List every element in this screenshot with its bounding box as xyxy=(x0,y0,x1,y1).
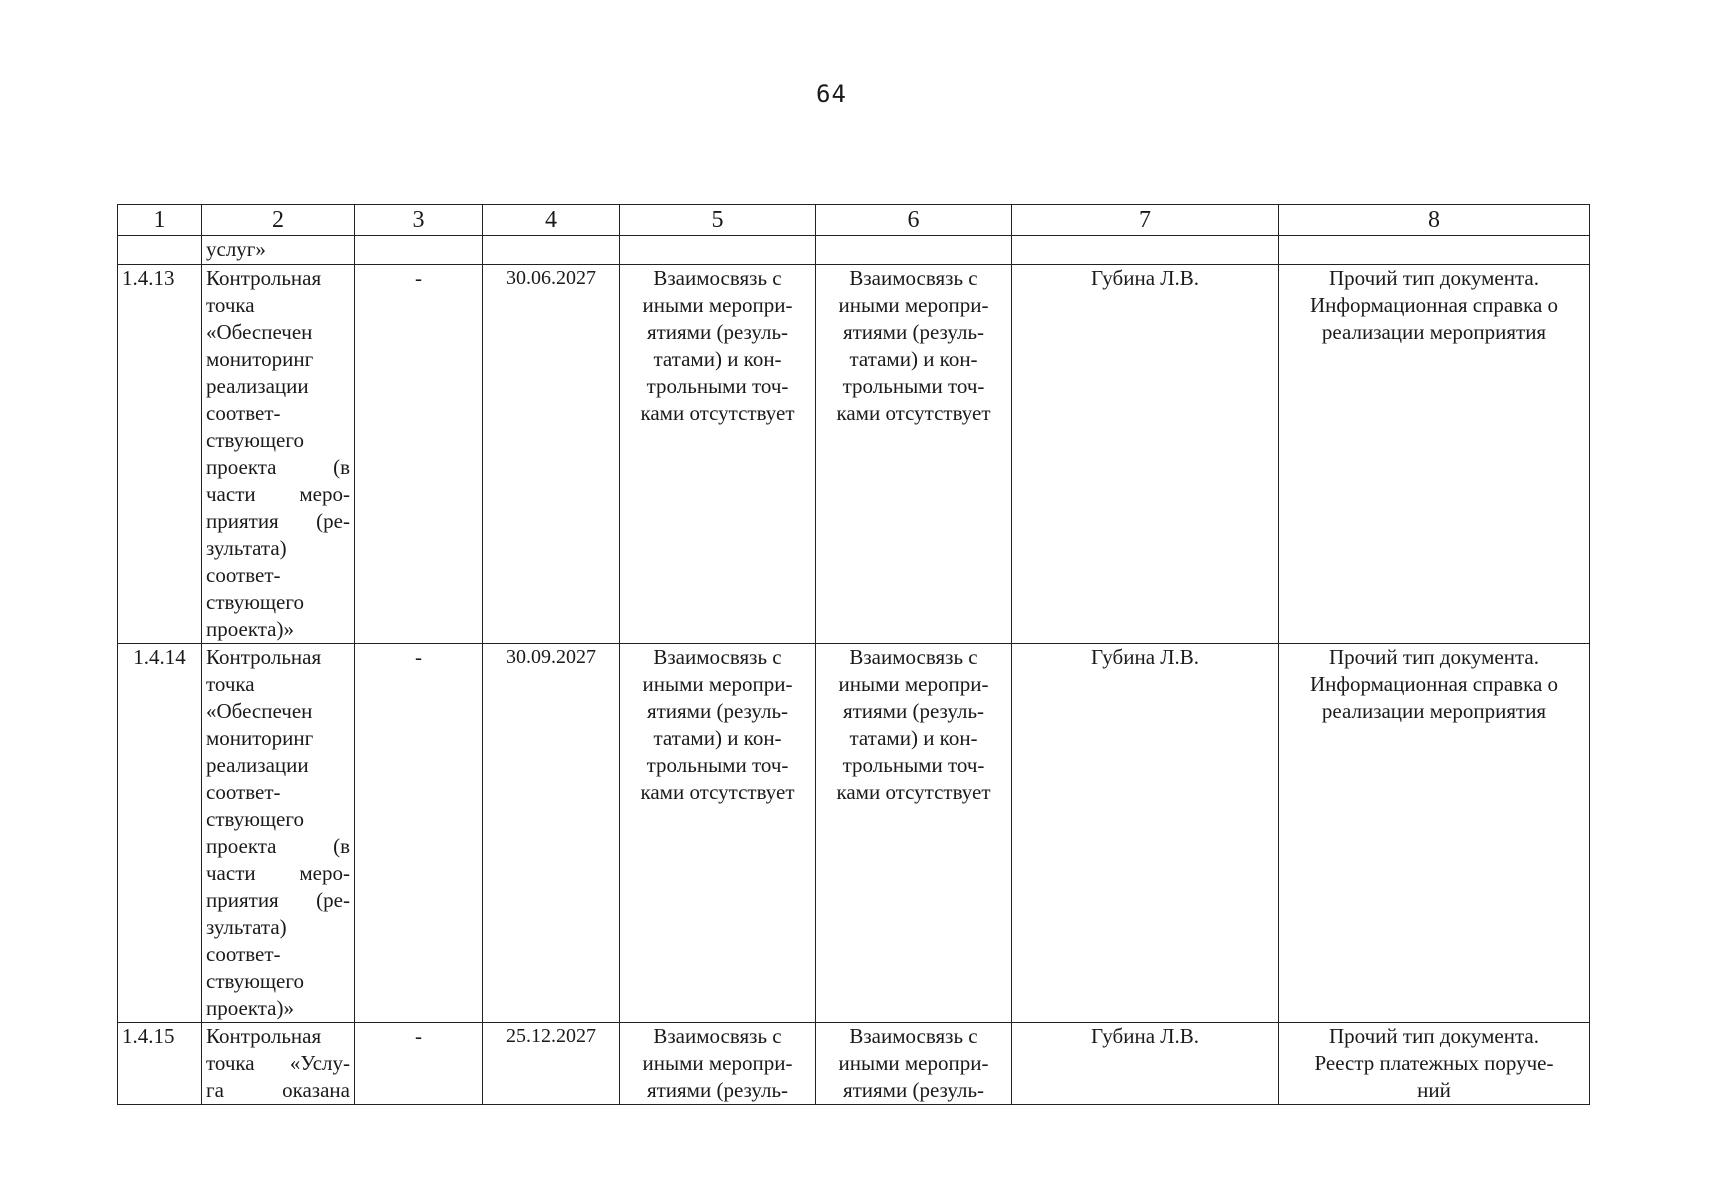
cell-name-continuation: услуг» xyxy=(202,236,355,265)
cell-empty xyxy=(1012,236,1279,265)
cell-name-line: га оказана xyxy=(206,1078,350,1102)
cell-name-line: Контрольная xyxy=(206,645,322,669)
cell-document: Прочий тип документа. Информационная справка о реализации мероприятия xyxy=(1279,644,1590,1023)
column-header: 2 xyxy=(202,205,355,236)
cell-name-line: «Обеспечен xyxy=(206,699,313,723)
cell-name-line: части меро- xyxy=(206,482,350,506)
cell-number: 1.4.15 xyxy=(118,1023,202,1105)
cell-relation-previous: Взаимосвязь с иными меропри- ятиями (резуль- татами) и кон- трольными точ- ками отсутствует xyxy=(620,644,816,1023)
column-header: 8 xyxy=(1279,205,1590,236)
cell-document: Прочий тип документа. Реестр платежных поруче- ний xyxy=(1279,1023,1590,1105)
cell-name-line: «Обеспечен xyxy=(206,320,313,344)
cell-relation-previous: Взаимосвязь с иными меропри- ятиями (резуль- xyxy=(620,1023,816,1105)
cell-name xyxy=(202,644,355,1023)
cell-version: - xyxy=(355,644,483,1023)
cell-empty xyxy=(118,236,202,265)
cell-name-line: ствующего xyxy=(206,428,304,452)
cell-document: Прочий тип документа. Информационная справка о реализации мероприятия xyxy=(1279,265,1590,644)
cell-name-line: зультата) xyxy=(206,536,287,560)
continuation-row xyxy=(118,236,1590,265)
cell-date: 30.09.2027 xyxy=(483,644,620,1023)
cell-name-line: проекта)» xyxy=(206,996,294,1020)
cell-name xyxy=(202,1023,355,1105)
cell-relation-previous: Взаимосвязь с иными меропри- ятиями (резуль- татами) и кон- трольными точ- ками отсутствует xyxy=(620,265,816,644)
cell-name-line: соответ- xyxy=(206,401,281,425)
column-header: 7 xyxy=(1012,205,1279,236)
cell-name-line: соответ- xyxy=(206,780,281,804)
table-header-row xyxy=(118,205,1590,236)
cell-responsible: Губина Л.В. xyxy=(1012,644,1279,1023)
cell-responsible: Губина Л.В. xyxy=(1012,265,1279,644)
cell-relation-next: Взаимосвязь с иными меропри- ятиями (резуль- татами) и кон- трольными точ- ками отсутствует xyxy=(816,644,1012,1023)
cell-date: 25.12.2027 xyxy=(483,1023,620,1105)
cell-empty xyxy=(620,236,816,265)
table-row xyxy=(118,644,1590,1023)
schedule-table xyxy=(117,204,1590,1105)
column-header: 6 xyxy=(816,205,1012,236)
cell-relation-next: Взаимосвязь с иными меропри- ятиями (резуль- татами) и кон- трольными точ- ками отсутствует xyxy=(816,265,1012,644)
cell-name-line: приятия (ре- xyxy=(206,888,350,912)
cell-name-line: соответ- xyxy=(206,942,281,966)
cell-relation-next: Взаимосвязь с иными меропри- ятиями (резуль- xyxy=(816,1023,1012,1105)
cell-responsible: Губина Л.В. xyxy=(1012,1023,1279,1105)
cell-empty xyxy=(483,236,620,265)
column-header: 3 xyxy=(355,205,483,236)
cell-name-line: приятия (ре- xyxy=(206,509,350,533)
column-header: 4 xyxy=(483,205,620,236)
page-number: 64 xyxy=(816,80,847,108)
cell-name-line: точка xyxy=(206,293,255,317)
cell-number: 1.4.14 xyxy=(118,644,202,1023)
cell-version: - xyxy=(355,1023,483,1105)
cell-name-line: Контрольная xyxy=(206,1024,322,1048)
cell-version: - xyxy=(355,265,483,644)
cell-name-line: ствующего xyxy=(206,969,304,993)
cell-name-line: мониторинг xyxy=(206,726,314,750)
column-header: 5 xyxy=(620,205,816,236)
cell-name-line: реализации xyxy=(206,753,309,777)
cell-name-line: соответ- xyxy=(206,563,281,587)
cell-empty xyxy=(1279,236,1590,265)
column-header: 1 xyxy=(118,205,202,236)
table-row xyxy=(118,265,1590,644)
cell-name-line: проекта (в xyxy=(206,834,350,858)
cell-name-line: точка xyxy=(206,672,255,696)
cell-number: 1.4.13 xyxy=(118,265,202,644)
cell-empty xyxy=(816,236,1012,265)
cell-name-line: точка «Услу- xyxy=(206,1051,350,1075)
cell-name-line: зультата) xyxy=(206,915,287,939)
cell-name-line: ствующего xyxy=(206,590,304,614)
cell-name-line: ствующего xyxy=(206,807,304,831)
cell-name-line: реализации xyxy=(206,374,309,398)
cell-name-line: Контрольная xyxy=(206,266,322,290)
cell-date: 30.06.2027 xyxy=(483,265,620,644)
cell-name-line: мониторинг xyxy=(206,347,314,371)
cell-name xyxy=(202,265,355,644)
cell-name-line: части меро- xyxy=(206,861,350,885)
cell-name-line: проекта (в xyxy=(206,455,350,479)
cell-name-line: проекта)» xyxy=(206,617,294,641)
table-row xyxy=(118,1023,1590,1105)
cell-empty xyxy=(355,236,483,265)
